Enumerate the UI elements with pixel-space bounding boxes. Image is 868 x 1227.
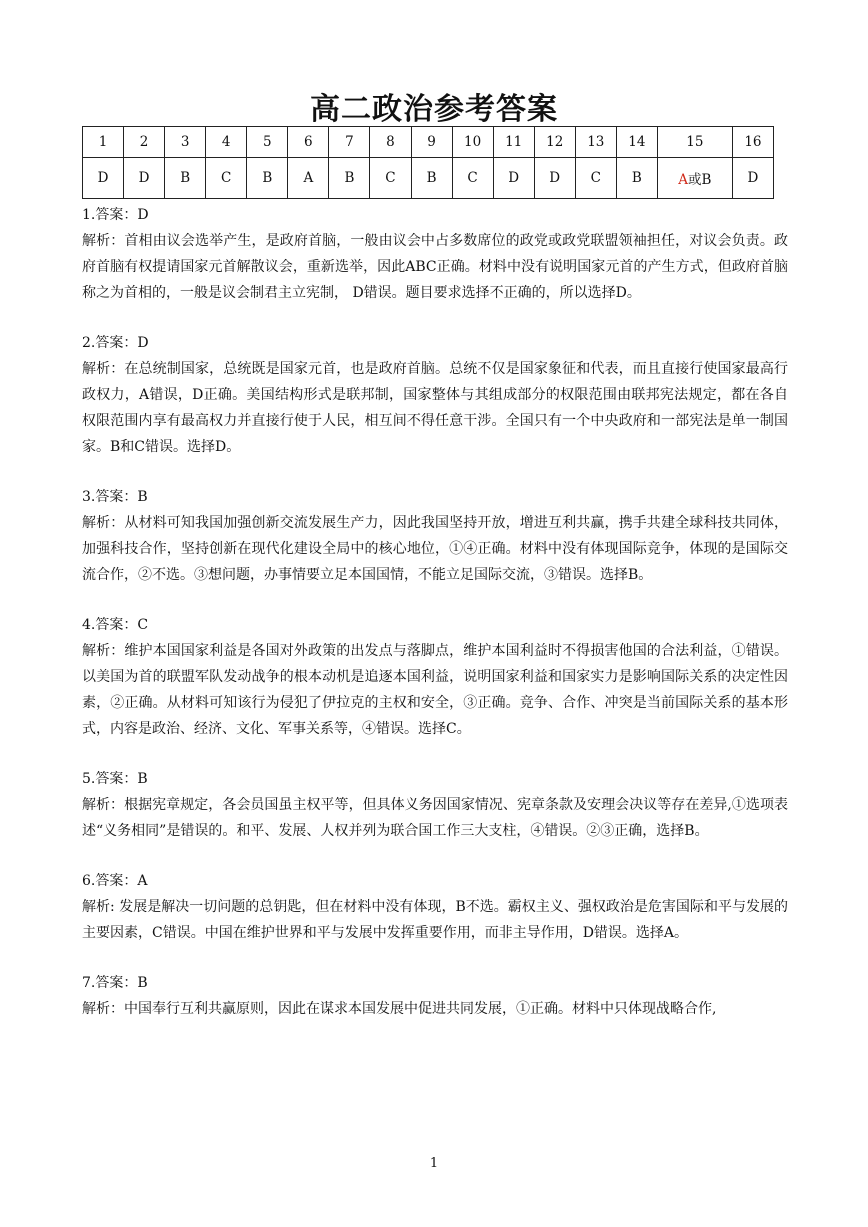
- answer-cell: D: [124, 158, 165, 199]
- answer-line: 6.答案：A: [82, 873, 148, 889]
- answer-table-answer-row: [83, 158, 774, 199]
- answer-line: 3.答案：B: [82, 489, 148, 505]
- answer-q15-option-a: A: [678, 172, 689, 188]
- question-block: [82, 202, 788, 306]
- answer-cell: D: [534, 158, 575, 199]
- question-number-cell: 4: [206, 127, 247, 158]
- answer-cell: B: [616, 158, 657, 199]
- question-block: [82, 766, 788, 844]
- answer-cell: D: [83, 158, 124, 199]
- analysis-text: 解析：维护本国国家利益是各国对外政策的出发点与落脚点，维护本国利益时不得损害他国的合法利益，①错误。以美国为首的联盟军队发动战争的根本动机是追逐本国利益，说明国家利益和国家实力是影响国际关系的决定性因素，②正确。从材料可知该行为侵犯了伊拉克的主权和安全，③正确。竞争、合作、冲突是当前国际关系的基本形式，内容是政治、经济、文化、军事关系等，④错误。选择C。: [82, 643, 788, 737]
- answer-line: 7.答案：B: [82, 975, 148, 991]
- answer-q15-option-rest: 或B: [688, 172, 712, 188]
- answer-explanations: [82, 202, 788, 1046]
- answer-cell: B: [165, 158, 206, 199]
- answer-cell-q15: [657, 158, 732, 199]
- question-block: [82, 330, 788, 460]
- answer-cell: B: [247, 158, 288, 199]
- page-title: 高二政治参考答案: [310, 92, 558, 127]
- answer-cell: C: [370, 158, 411, 199]
- analysis-text: 解析：从材料可知我国加强创新交流发展生产力，因此我国坚持开放，增进互利共赢，携手共建全球科技共同体，加强科技合作，坚持创新在现代化建设全局中的核心地位，①④正确。材料中没有体现国际竞争，体现的是国际交流合作，②不选。③想问题，办事情要立足本国国情，不能立足国际交流，③错误。选择B。: [82, 515, 788, 583]
- question-number-cell: 16: [732, 127, 773, 158]
- question-number-cell: 8: [370, 127, 411, 158]
- answer-cell: C: [575, 158, 616, 199]
- answer-table: [82, 126, 774, 199]
- answer-line: 2.答案：D: [82, 335, 149, 351]
- answer-cell: D: [732, 158, 773, 199]
- question-block: [82, 868, 788, 946]
- answer-cell: B: [411, 158, 452, 199]
- answer-line: 5.答案：B: [82, 771, 148, 787]
- question-number-cell: 5: [247, 127, 288, 158]
- answer-table-number-row: [83, 127, 774, 158]
- question-number-cell: 10: [452, 127, 493, 158]
- question-number-cell: 2: [124, 127, 165, 158]
- answer-cell: C: [452, 158, 493, 199]
- analysis-text: 解析：在总统制国家，总统既是国家元首，也是政府首脑。总统不仅是国家象征和代表，而且直接行使国家最高行政权力，A错误，D正确。美国结构形式是联邦制，国家整体与其组成部分的权限范围由联邦宪法规定，都在各自权限范围内享有最高权力并直接行使于人民，相互间不得任意干涉。全国只有一个中央政府和一部宪法是单一制国家。B和C错误。选择D。: [82, 361, 788, 455]
- question-number-cell: 13: [575, 127, 616, 158]
- question-number-cell: 14: [616, 127, 657, 158]
- question-block: [82, 612, 788, 742]
- analysis-text: 解析：根据宪章规定，各会员国虽主权平等，但具体义务因国家情况、宪章条款及安理会决议等存在差异,①选项表述“义务相同”是错误的。和平、发展、人权并列为联合国工作三大支柱，④错误。②③正确，选择B。: [82, 797, 788, 839]
- analysis-text: 解析：中国奉行互利共赢原则，因此在谋求本国发展中促进共同发展，①正确。材料中只体现战略合作,: [82, 1001, 717, 1017]
- question-number-cell: 15: [657, 127, 732, 158]
- answer-line: 4.答案：C: [82, 617, 149, 633]
- analysis-text: 解析：首相由议会选举产生，是政府首脑，一般由议会中占多数席位的政党或政党联盟领袖担任，对议会负责。政府首脑有权提请国家元首解散议会，重新选举，因此ABC正确。材料中没有说明国家元首的产生方式，但政府首脑称之为首相的，一般是议会制君主立宪制， D错误。题目要求选择不正确的，所以选择D。: [82, 233, 788, 301]
- answer-cell: C: [206, 158, 247, 199]
- analysis-text: 解析: 发展是解决一切问题的总钥匙，但在材料中没有体现，B不选。霸权主义、强权政治是危害国际和平与发展的主要因素，C错误。中国在维护世界和平与发展中发挥重要作用，而非主导作用，D错误。选择A。: [82, 899, 788, 941]
- question-number-cell: 9: [411, 127, 452, 158]
- question-number-cell: 11: [493, 127, 534, 158]
- question-number-cell: 1: [83, 127, 124, 158]
- question-number-cell: 7: [329, 127, 370, 158]
- answer-line: 1.答案：D: [82, 207, 149, 223]
- question-block: [82, 970, 788, 1022]
- answer-cell: A: [288, 158, 329, 199]
- question-number-cell: 3: [165, 127, 206, 158]
- answer-cell: D: [493, 158, 534, 199]
- answer-cell: B: [329, 158, 370, 199]
- question-number-cell: 12: [534, 127, 575, 158]
- page-number: 1: [429, 1156, 439, 1171]
- question-number-cell: 6: [288, 127, 329, 158]
- question-block: [82, 484, 788, 588]
